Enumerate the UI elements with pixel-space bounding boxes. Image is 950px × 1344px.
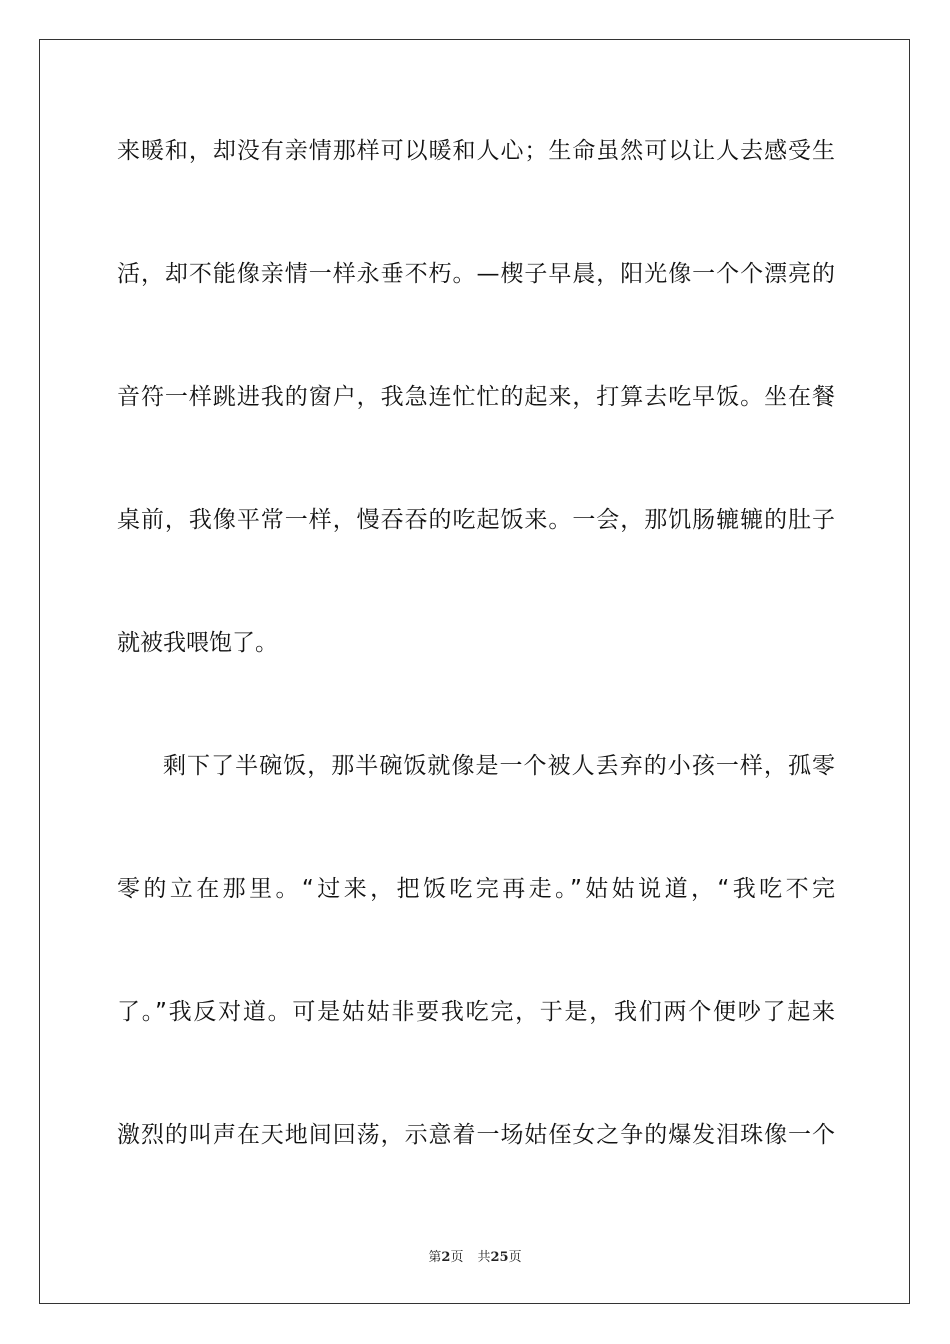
text-line: 激烈的叫声在天地间回荡，示意着一场姑侄女之争的爆发泪珠像一个 [117, 1122, 835, 1148]
text-line: 来暖和，却没有亲情那样可以暖和人心；生命虽然可以让人去感受生 [117, 138, 835, 164]
page-label-suffix: 页 [450, 1250, 464, 1265]
total-label-prefix: 共 [477, 1250, 491, 1265]
text-line: 音符一样跳进我的窗户，我急连忙忙的起来，打算去吃早饭。坐在餐 [117, 384, 835, 410]
page-label-prefix: 第 [428, 1250, 442, 1265]
text-line: 剩下了半碗饭，那半碗饭就像是一个被人丢弃的小孩一样，孤零 [163, 753, 835, 779]
text-line: 了。”我反对道。可是姑姑非要我吃完，于是，我们两个便吵了起来 [117, 999, 835, 1025]
page-footer [0, 1246, 950, 1265]
text-line: 活，却不能像亲情一样永垂不朽。—楔子早晨，阳光像一个个漂亮的 [117, 261, 835, 287]
text-line: 桌前，我像平常一样，慢吞吞的吃起饭来。一会，那饥肠辘辘的肚子 [117, 507, 835, 533]
text-line: 就被我喂饱了。 [117, 630, 278, 656]
page-number: 2 [441, 1250, 451, 1265]
total-label-suffix: 页 [508, 1250, 522, 1265]
text-line: 零的立在那里。“过来，把饭吃完再走。”姑姑说道，“我吃不完 [117, 876, 835, 902]
total-pages: 25 [490, 1250, 509, 1265]
